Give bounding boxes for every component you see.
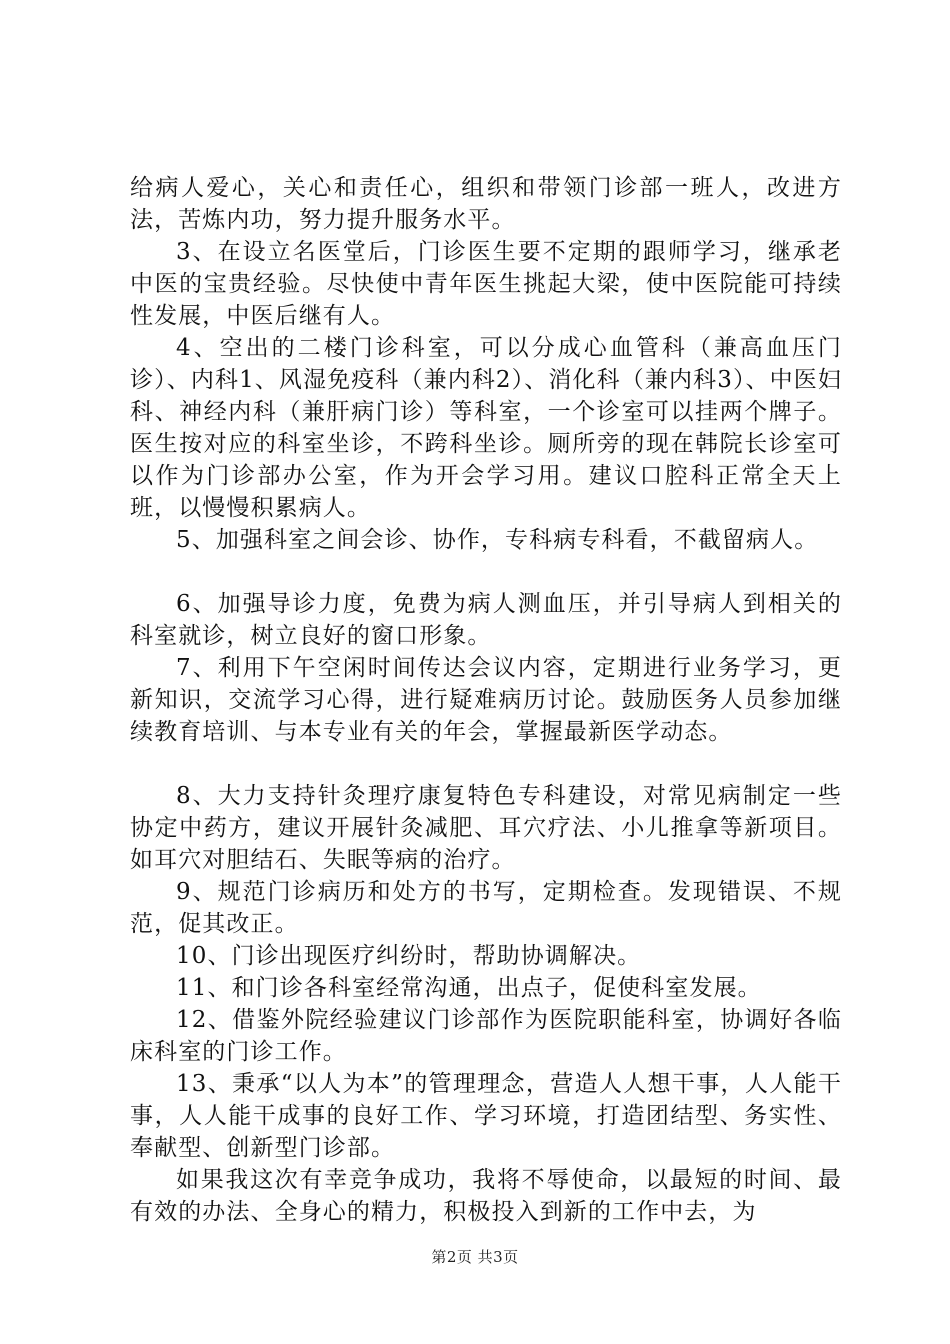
paragraph-spacer	[130, 748, 842, 780]
paragraph-item-8: 8、大力支持针灸理疗康复特色专科建设，对常见病制定一些协定中药方，建议开展针灸减肥、耳穴疗法、小儿推拿等新项目。如耳穴对胆结石、失眠等病的治疗。	[130, 783, 842, 873]
paragraph-item-6: 6、加强导诊力度，免费为病人测血压，并引导病人到相关的科室就诊，树立良好的窗口形象。	[130, 591, 842, 649]
paragraph-spacer	[130, 556, 842, 588]
paragraph-item-5: 5、加强科室之间会诊、协作，专科病专科看，不截留病人。	[176, 527, 819, 553]
paragraph-item-10: 10、门诊出现医疗纠纷时，帮助协调解决。	[176, 943, 642, 969]
paragraph-item-9: 9、规范门诊病历和处方的书写，定期检查。发现错误、不规范，促其改正。	[130, 879, 842, 937]
paragraph-continuation: 给病人爱心，关心和责任心，组织和带领门诊部一班人，改进方法，苦炼内功，努力提升服务水平。	[130, 175, 842, 233]
page-number-footer: 第2页 共3页	[431, 1248, 519, 1266]
paragraph-item-3: 3、在设立名医堂后，门诊医生要不定期的跟师学习，继承老中医的宝贵经验。尽快使中青年医生挑起大梁，使中医院能可持续性发展，中医后继有人。	[130, 239, 842, 329]
paragraph-item-13: 13、秉承“以人为本”的管理理念，营造人人想干事，人人能干事，人人能干成事的良好工作、学习环境，打造团结型、务实性、奉献型、创新型门诊部。	[130, 1071, 842, 1161]
paragraph-item-11: 11、和门诊各科室经常沟通，出点子，促使科室发展。	[176, 975, 762, 1001]
paragraph-item-12: 12、借鉴外院经验建议门诊部作为医院职能科室，协调好各临床科室的门诊工作。	[130, 1007, 842, 1065]
document-body	[130, 172, 842, 1228]
paragraph-item-7: 7、利用下午空闲时间传达会议内容，定期进行业务学习，更新知识，交流学习心得，进行疑难病历讨论。鼓励医务人员参加继续教育培训、与本专业有关的年会，掌握最新医学动态。	[130, 655, 842, 745]
paragraph-item-4: 4、空出的二楼门诊科室，可以分成心血管科（兼高血压门诊）、内科1、风湿免疫科（兼内科2）、消化科（兼内科3）、中医妇科、神经内科（兼肝病门诊）等科室，一个诊室可以挂两个牌子。医生按对应的科室坐诊，不跨科坐诊。厕所旁的现在韩院长诊室可以作为门诊部办公室，作为开会学习用。建议口腔科正常全天上班，以慢慢积累病人。	[130, 335, 842, 521]
paragraph-closing: 如果我这次有幸竞争成功，我将不辱使命，以最短的时间、最有效的办法、全身心的精力，积极投入到新的工作中去，为	[130, 1167, 842, 1225]
